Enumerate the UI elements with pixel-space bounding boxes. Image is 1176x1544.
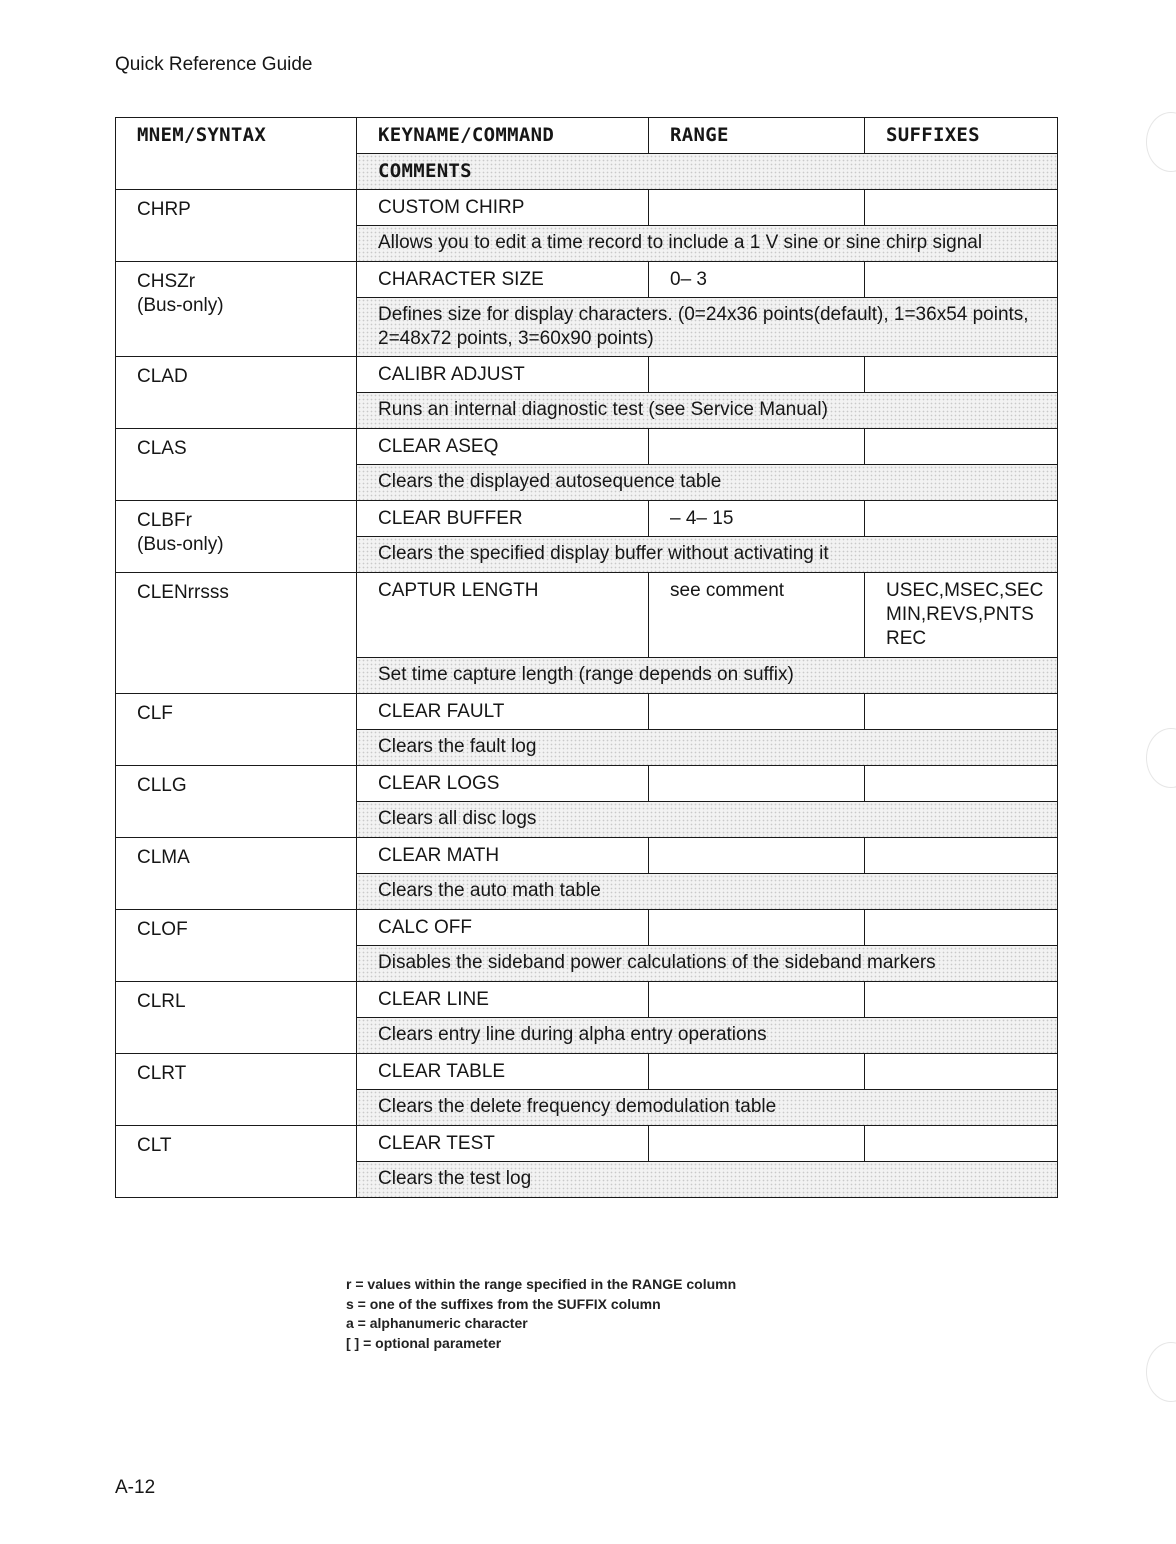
range-cell: see comment: [649, 573, 865, 658]
legend-r: r = values within the range specified in the RANGE column: [346, 1276, 737, 1292]
keyname-cell: CALC OFF: [357, 910, 649, 946]
keyname-cell: CLEAR TABLE: [357, 1054, 649, 1090]
mnem-cell: [116, 1126, 357, 1198]
range-cell: [649, 190, 865, 226]
punch-hole: [1146, 728, 1176, 788]
suffixes-cell: [865, 429, 1058, 465]
mnem-cell: [116, 190, 357, 262]
mnem-syntax: CLBFr: [137, 510, 192, 531]
table-row: [116, 190, 1058, 226]
mnem-syntax: CLOF: [137, 919, 188, 940]
mnem-syntax: CLRT: [137, 1063, 187, 1084]
column-header-comments: COMMENTS: [357, 154, 1058, 190]
mnem-syntax: CLAD: [137, 366, 188, 387]
keyname-cell: CLEAR ASEQ: [357, 429, 649, 465]
comment-cell: Defines size for display characters. (0=24x36 points(default), 1=36x54 points, 2=48x72 points, 3=60x90 points): [357, 298, 1058, 357]
suffixes-cell: [865, 910, 1058, 946]
suffixes-cell: [865, 190, 1058, 226]
suffixes-cell: [865, 982, 1058, 1018]
mnem-cell: [116, 694, 357, 766]
comment-cell: Clears the auto math table: [357, 874, 1058, 910]
range-cell: [649, 694, 865, 730]
keyname-cell: CAPTUR LENGTH: [357, 573, 649, 658]
suffixes-cell: [865, 573, 1058, 658]
legend-s: s = one of the suffixes from the SUFFIX column: [346, 1295, 661, 1312]
mnem-syntax: CLAS: [137, 438, 187, 459]
mnem-cell: [116, 1054, 357, 1126]
range-cell: [649, 766, 865, 802]
table-row: [116, 501, 1058, 537]
mnem-syntax: CLT: [137, 1135, 172, 1156]
mnem-cell: [116, 838, 357, 910]
suffix-item: USEC,MSEC,SEC: [886, 580, 1044, 601]
comment-cell: Clears the displayed autosequence table: [357, 465, 1058, 501]
range-cell: [649, 982, 865, 1018]
mnem-note: (Bus-only): [137, 295, 224, 316]
mnem-syntax: CLRL: [137, 991, 186, 1012]
legend: [346, 1275, 736, 1353]
keyname-cell: CLEAR LINE: [357, 982, 649, 1018]
comment-cell: Disables the sideband power calculations of the sideband markers: [357, 946, 1058, 982]
suffix-item: REC: [886, 628, 927, 649]
legend-a: a = alphanumeric character: [346, 1315, 528, 1331]
mnem-syntax: CLMA: [137, 847, 190, 868]
mnem-syntax: CLENrrsss: [137, 582, 229, 603]
comment-cell: Clears the test log: [357, 1162, 1058, 1198]
keyname-cell: CLEAR TEST: [357, 1126, 649, 1162]
comment-cell: Allows you to edit a time record to include a 1 V sine or sine chirp signal: [357, 226, 1058, 262]
keyname-cell: CHARACTER SIZE: [357, 262, 649, 298]
mnem-note: (Bus-only): [137, 534, 224, 555]
suffixes-cell: [865, 1126, 1058, 1162]
range-cell: – 4– 15: [649, 501, 865, 537]
mnem-cell: [116, 766, 357, 838]
table-row: [116, 838, 1058, 874]
table-row: [116, 910, 1058, 946]
mnem-syntax: CHRP: [137, 199, 191, 220]
suffixes-cell: [865, 766, 1058, 802]
punch-hole: [1146, 112, 1176, 172]
range-cell: [649, 838, 865, 874]
column-header-mnem: MNEM/SYNTAX: [116, 118, 357, 190]
suffixes-cell: [865, 838, 1058, 874]
range-cell: [649, 357, 865, 393]
suffixes-cell: [865, 1054, 1058, 1090]
keyname-cell: CLEAR BUFFER: [357, 501, 649, 537]
suffixes-cell: [865, 501, 1058, 537]
table-row: [116, 766, 1058, 802]
range-cell: [649, 1054, 865, 1090]
comment-cell: Runs an internal diagnostic test (see Service Manual): [357, 393, 1058, 429]
table-row: [116, 694, 1058, 730]
range-cell: [649, 429, 865, 465]
column-header-keyname: KEYNAME/COMMAND: [357, 118, 649, 154]
table-row: [116, 573, 1058, 658]
comment-cell: Clears all disc logs: [357, 802, 1058, 838]
reference-table: [115, 117, 1058, 1198]
mnem-cell: [116, 910, 357, 982]
range-cell: [649, 910, 865, 946]
page-title: Quick Reference Guide: [115, 54, 313, 75]
mnem-syntax: CLF: [137, 703, 173, 724]
column-header-suffixes: SUFFIXES: [865, 118, 1058, 154]
legend-optional: [ ] = optional parameter: [346, 1334, 502, 1351]
table-row: [116, 1126, 1058, 1162]
mnem-syntax: CHSZr: [137, 271, 196, 292]
comment-cell: Clears entry line during alpha entry operations: [357, 1018, 1058, 1054]
suffixes-cell: [865, 262, 1058, 298]
comment-cell: Clears the specified display buffer without activating it: [357, 537, 1058, 573]
mnem-cell: [116, 262, 357, 357]
mnem-cell: [116, 573, 357, 694]
table-row: [116, 982, 1058, 1018]
table-row: [116, 357, 1058, 393]
punch-hole: [1146, 1342, 1176, 1402]
keyname-cell: CLEAR LOGS: [357, 766, 649, 802]
column-header-range: RANGE: [649, 118, 865, 154]
comment-cell: Clears the delete frequency demodulation table: [357, 1090, 1058, 1126]
mnem-syntax: CLLG: [137, 775, 187, 796]
table-body: [116, 190, 1058, 1198]
mnem-cell: [116, 501, 357, 573]
range-cell: 0– 3: [649, 262, 865, 298]
range-cell: [649, 1126, 865, 1162]
mnem-cell: [116, 982, 357, 1054]
table-row: [116, 262, 1058, 298]
keyname-cell: CLEAR MATH: [357, 838, 649, 874]
suffixes-cell: [865, 357, 1058, 393]
mnem-cell: [116, 357, 357, 429]
keyname-cell: CALIBR ADJUST: [357, 357, 649, 393]
table-row: [116, 429, 1058, 465]
suffix-item: MIN,REVS,PNTS: [886, 604, 1034, 625]
table-row: [116, 1054, 1058, 1090]
page-number: A-12: [115, 1477, 156, 1498]
comment-cell: Clears the fault log: [357, 730, 1058, 766]
keyname-cell: CLEAR FAULT: [357, 694, 649, 730]
suffixes-cell: [865, 694, 1058, 730]
keyname-cell: CUSTOM CHIRP: [357, 190, 649, 226]
mnem-cell: [116, 429, 357, 501]
comment-cell: Set time capture length (range depends on suffix): [357, 658, 1058, 694]
